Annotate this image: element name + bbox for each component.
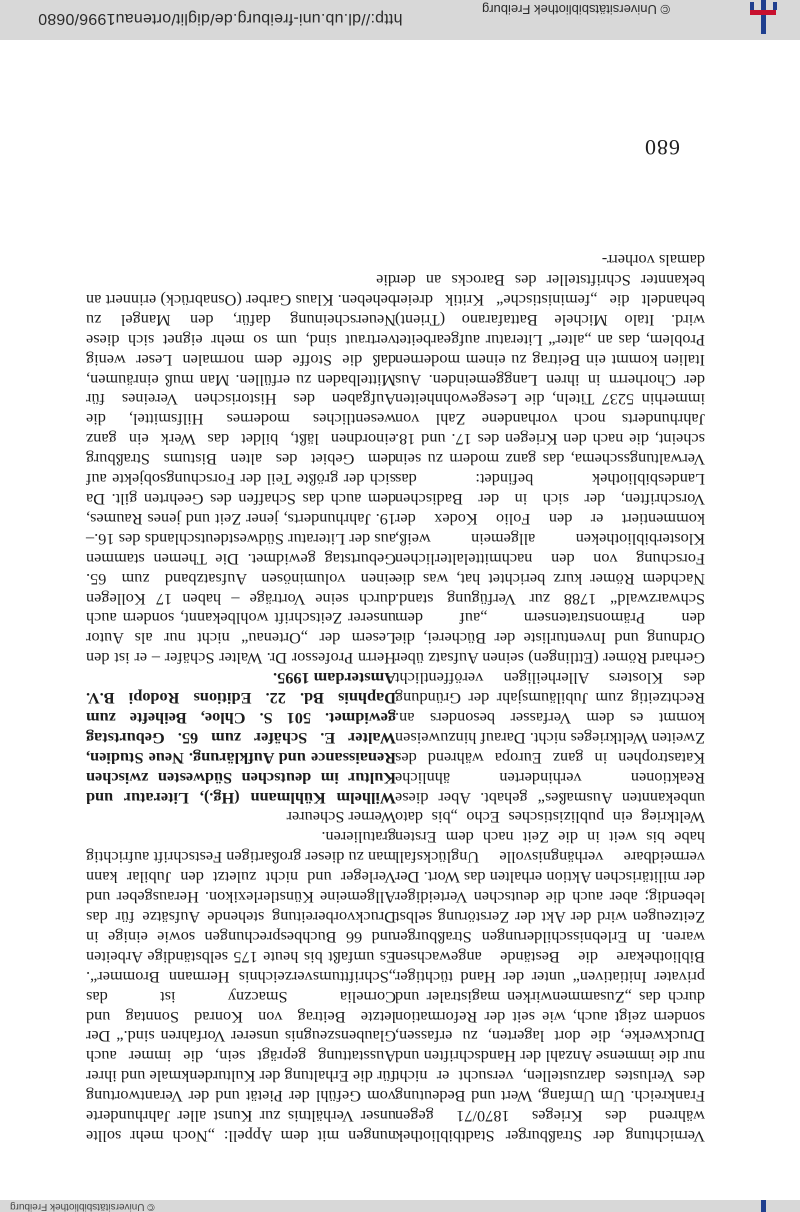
university-logo-small-icon bbox=[744, 1200, 784, 1212]
footer-bar bbox=[0, 1200, 800, 1212]
left-column-text: Vernichtung der Straßburger Stadtbibliothek während des Krieges 1870/71 gegen Frankreich. Um Umfang, Wert und Bedeutung des Verlustes darzustellen, versucht er nicht nur die immense Anzahl der Handschriften und Druckwerke, die dort lagerten, zu erfassen, sondern zeigt auch, wie seit der Reformation durch das „Zusammenwirken magistraler und privater Initiativen“ unter der Hand tüchtiger Bibliothekare die Bestände angewachsen waren. In Erlebnisschilderungen Straßburger Zeitzeugen wird der Akt der Zerstörung selbst lebendig; aber auch die deutschen Verteidiger der militärischen Aktion erhalten das Wort. Der vermeidbare verhängnisvolle Unglücksfall habe bis weit in die Zeit nach dem Ersten Weltkrieg ein publizistisches Echo „bis dato unbekannten Ausmaßes“ gehabt. Aber diese Reaktionen verhinderten ähnliche Katastrophen in ganz Europa während des Zweiten Weltkrieges nicht. Darauf hinzuweisen kommt es dem Verfasser besonders an. Rechtzeitig zum Jubiläumsjahr der Gründung des Klosters Allerheiligen veröffentlicht Gerhard Römer (Ettlingen) seinen Aufsatz über Ordnung und Inventurliste der Bücherei, die den Prämonstratensern „auf dem Schwarzwald“ 1788 zur Verfügung stand. Nachdem Römer kurz berichtet hat, was die Forschung von den nachmittelalterlichen Klosterbibliotheken allgemein weiß, kommentiert er den Folio Kodex der Vorschriften, der sich in der Badischen Landesbibliothek befindet: das Verwaltungsschema, das ganz modern zu sein scheint, die nach den Kriegen des 17. und 18. Jahrhunderts noch vorhandene Zahl von immerhin 5237 Titeln, die Lesegewohnheiten der Chorherrn in ihren Langgemeinden. Aus Italien kommt ein Beitrag zu einem modernen Problem, das an „alter“ Literatur aufgearbeitet wird. Italo Michele Battafarano (Trient) behandelt die „feministische“ Kritik dreier bekannter Schriftsteller des Barocks an der damals vorherr- bbox=[395, 251, 705, 1146]
header-bar bbox=[0, 0, 800, 40]
source-url[interactable]: http://dl.ub.uni-freiburg.de/diglit/ortenau1996/0680 bbox=[38, 10, 403, 27]
library-credit: © Universitätsbibliothek Freiburg bbox=[482, 2, 671, 17]
footer-library-credit: © Universitätsbibliothek Freiburg bbox=[10, 1201, 155, 1212]
scanned-page bbox=[0, 40, 800, 1200]
university-logo-icon bbox=[744, 0, 784, 36]
left-column bbox=[395, 250, 705, 1146]
review-heading: Wilhelm Kühlmann (Hg.), Literatur und Kultur im deutschen Südwesten zwischen Renaissance und Aufklärung. Neue Studien, Walter E. Schäfer zum 65. Geburtstag gewidmet. 501 S. Chloe, Beihefte zum Daphnis Bd. 22. Editions Rodopi B.V. Amsterdam 1995. bbox=[86, 669, 396, 808]
review-ending-text: nungen mit dem Appell: „Noch mehr sollte unser Verhältnis zur Kunst aller Jahrhunderte vom Gefühl der Pietät und der Verantwortung für die Erhaltung der Kulturdenkmale und ihrer Ausstattung geprägt sein, die immer auch Glaubenszeugnis unserer Vorfahren sind.“ Der letzte Beitrag von Konrad Sonntag und Cornelia Smaczny ist das „Schrifttumsverzeichnis Hermann Brommer“. Es umfaßt bis heute 175 selbständige Arbeiten und 66 Buchbesprechungen sowie einige in Druckvorbereitung stehende Aufsätze für das Allgemeine Künstlerlexikon. Herausgeber und Verleger und nicht zuletzt den Jubilar kann man zu dieser großartigen Festschrift aufrichtig gratulieren. bbox=[86, 828, 396, 1146]
page-number: 680 bbox=[644, 135, 680, 160]
reviewer-signature: Werner Scheurer bbox=[286, 808, 396, 828]
right-column bbox=[86, 270, 396, 1146]
review-body-text: Herrn Professor Dr. Walter Schäfer – er ist den Lesern der „Ortenau“ nicht nur als Autor unserer Zeitschrift wohlbekannt, sondern auch durch seine Vorträge – haben 17 Kollegen einen voluminösen Aufsatzband zum 65. Geburtstag gewidmet. Die Themen stammen aus der Literatur Südwestdeutschlands des 16.–19. Jahrhunderts, jener Zeit und jenes Raumes, dem auch das Schaffen des Geehrten gilt. Da sich der größte Teil der Forschungsobjekte auf dem Gebiet des alten Bistums Straßburg einordnen läßt, bildet das Werk ein ganz wesentliches modernes Hilfsmittel, die Aufgaben des Historischen Vereines für Mittelbaden zu erfüllen. Man muß einräumen, daß die Stoffe dem normalen Leser wenig vertraut sind, um so mehr eignet sich diese Neuerscheinung dafür, den Mangel zu beheben. Klaus Garber (Osnabrück) erinnert an die bbox=[86, 271, 396, 669]
